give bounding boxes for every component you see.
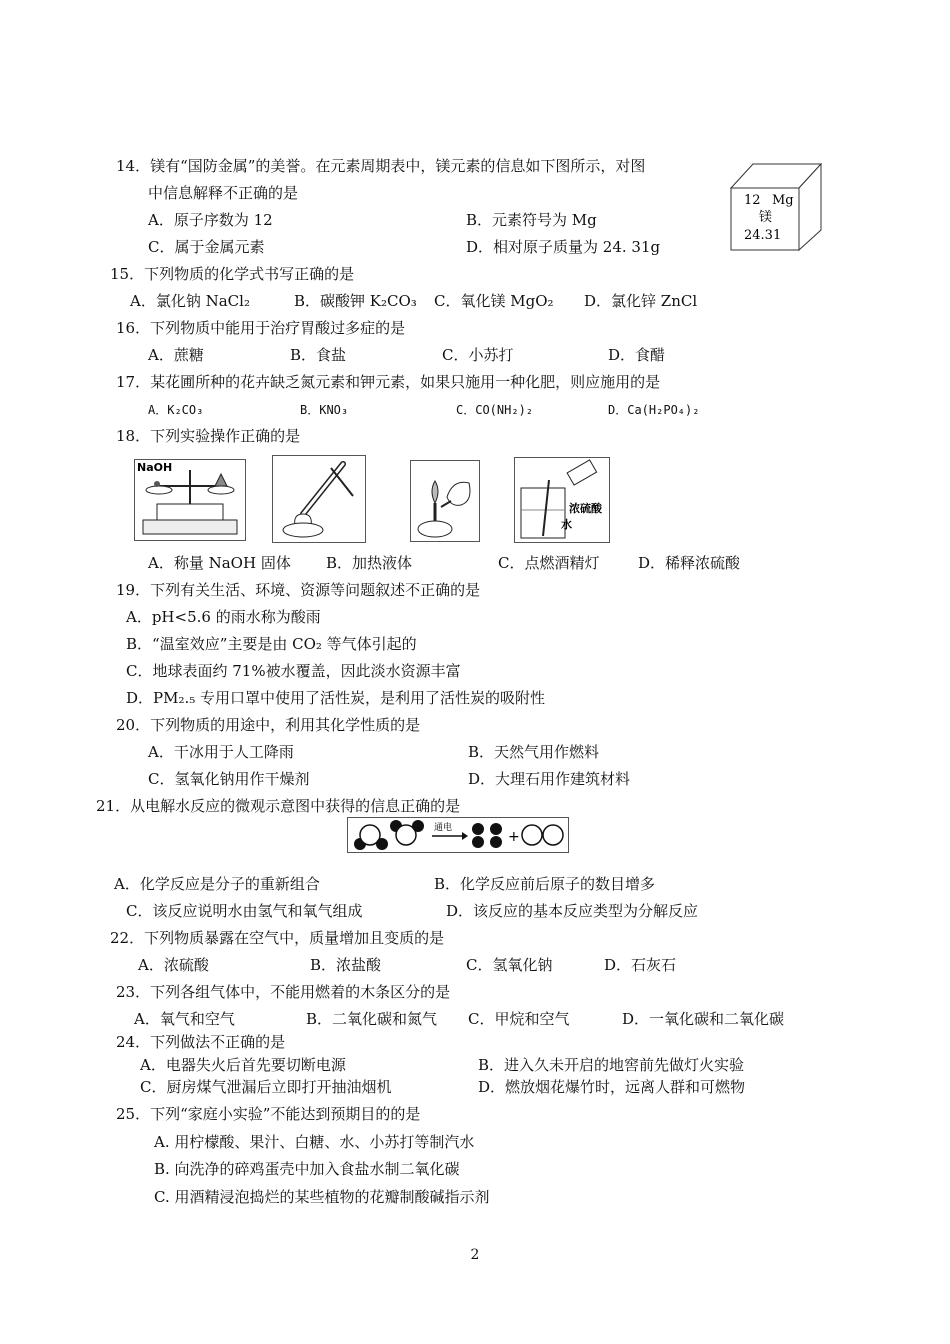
- q18-option-d: D．稀释浓硫酸: [638, 554, 741, 572]
- q20-option-c: C．氢氧化钠用作干燥剂: [148, 770, 310, 788]
- q21-stem: 21．从电解水反应的微观示意图中获得的信息正确的是: [96, 797, 461, 815]
- figure-weighing-naoh: [134, 459, 246, 541]
- q25-option-c: C. 用酒精浸泡捣烂的某些植物的花瓣制酸碱指示剂: [154, 1188, 490, 1206]
- q24-option-b: B．进入久未开启的地窖前先做灯火实验: [478, 1056, 745, 1074]
- q17-option-d: D．Ca(H₂PO₄)₂: [608, 403, 700, 417]
- page-number: 2: [470, 1247, 480, 1263]
- q25-option-a: A. 用柠檬酸、果汁、白糖、水、小苏打等制汽水: [154, 1133, 475, 1151]
- cell-symbol: Mg: [772, 193, 794, 208]
- q15-option-c: C．氧化镁 MgO₂: [434, 292, 554, 310]
- q24-option-a: A．电器失火后首先要切断电源: [140, 1056, 346, 1074]
- q23-option-d: D．一氧化碳和二氧化碳: [622, 1010, 785, 1028]
- cell-name: 镁: [759, 210, 773, 225]
- q22-option-b: B．浓盐酸: [310, 956, 382, 974]
- q25-stem: 25．下列“家庭小实验”不能达到预期目的的是: [116, 1105, 421, 1123]
- electrolysis-label: 通电: [434, 823, 453, 833]
- q24-option-c: C．厨房煤气泄漏后立即打开抽油烟机: [140, 1078, 392, 1096]
- q20-option-b: B．天然气用作燃料: [468, 743, 600, 761]
- q21-option-a: A．化学反应是分子的重新组合: [114, 875, 320, 893]
- q19-stem: 19．下列有关生活、环境、资源等问题叙述不正确的是: [116, 581, 481, 599]
- q17-option-b: B．KNO₃: [300, 403, 349, 417]
- q14-stem-line1: 14．镁有“国防金属”的美誉。在元素周期表中，镁元素的信息如下图所示，对图: [116, 157, 646, 175]
- q14-option-b: B．元素符号为 Mg: [466, 211, 597, 229]
- q21-option-d: D．该反应的基本反应类型为分解反应: [446, 902, 699, 920]
- q25-option-b: B. 向洗净的碎鸡蛋壳中加入食盐水制二氧化碳: [154, 1160, 460, 1178]
- q16-option-a: A．蔗糖: [148, 346, 204, 364]
- water-label: 水: [561, 518, 572, 531]
- q22-option-c: C．氢氧化钠: [466, 956, 553, 974]
- q19-option-a: A．pH<5.6 的雨水称为酸雨: [126, 608, 321, 626]
- q23-option-c: C．甲烷和空气: [468, 1010, 570, 1028]
- q14-stem-line2: 中信息解释不正确的是: [148, 184, 299, 202]
- q21-option-c: C．该反应说明水由氢气和氧气组成: [126, 902, 363, 920]
- figure-heating-liquid: [272, 455, 366, 543]
- figure-electrolysis-micro: [347, 817, 569, 853]
- q19-option-d: D．PM₂.₅ 专用口罩中使用了活性炭，是利用了活性炭的吸附性: [126, 689, 546, 707]
- q15-option-b: B．碳酸钾 K₂CO₃: [294, 292, 417, 310]
- q19-option-c: C．地球表面约 71%被水覆盖，因此淡水资源丰富: [126, 662, 461, 680]
- q22-stem: 22．下列物质暴露在空气中，质量增加且变质的是: [110, 929, 445, 947]
- q16-stem: 16．下列物质中能用于治疗胃酸过多症的是: [116, 319, 406, 337]
- q22-option-d: D．石灰石: [604, 956, 677, 974]
- q17-stem: 17．某花圃所种的花卉缺乏氮元素和钾元素，如果只施用一种化肥，则应施用的是: [116, 373, 661, 391]
- q23-option-b: B．二氧化碳和氮气: [306, 1010, 438, 1028]
- figure-lighting-lamp: [410, 460, 480, 542]
- q18-option-b: B．加热液体: [326, 554, 413, 572]
- q24-option-d: D．燃放烟花爆竹时，远离人群和可燃物: [478, 1078, 746, 1096]
- q23-option-a: A．氧气和空气: [134, 1010, 235, 1028]
- acid-label: 浓硫酸: [569, 502, 602, 515]
- q18-option-c: C．点燃酒精灯: [498, 554, 600, 572]
- q14-option-d: D．相对原子质量为 24. 31g: [466, 238, 661, 256]
- magnesium-element-cell: [728, 158, 824, 252]
- q20-stem: 20．下列物质的用途中，利用其化学性质的是: [116, 716, 421, 734]
- q16-option-b: B．食盐: [290, 346, 347, 364]
- figure-diluting-acid: [514, 457, 610, 543]
- q21-option-b: B．化学反应前后原子的数目增多: [434, 875, 656, 893]
- q20-option-a: A．干冰用于人工降雨: [148, 743, 294, 761]
- q15-option-d: D．氯化锌 ZnCl: [584, 292, 698, 310]
- q22-option-a: A．浓硫酸: [138, 956, 209, 974]
- q15-option-a: A．氯化钠 NaCl₂: [130, 292, 250, 310]
- q16-option-d: D．食醋: [608, 346, 666, 364]
- q17-option-c: C．CO(NH₂)₂: [456, 403, 534, 417]
- q14-option-c: C．属于金属元素: [148, 238, 265, 256]
- q14-option-a: A．原子序数为 12: [148, 211, 273, 229]
- q17-option-a: A．K₂CO₃: [148, 403, 204, 417]
- plus-sign: +: [508, 829, 520, 845]
- naoh-label: NaOH: [137, 461, 173, 474]
- q15-stem: 15．下列物质的化学式书写正确的是: [110, 265, 355, 283]
- q24-stem: 24．下列做法不正确的是: [116, 1033, 286, 1051]
- q23-stem: 23．下列各组气体中，不能用燃着的木条区分的是: [116, 983, 451, 1001]
- q16-option-c: C．小苏打: [442, 346, 514, 364]
- q18-stem: 18．下列实验操作正确的是: [116, 427, 301, 445]
- q20-option-d: D．大理石用作建筑材料: [468, 770, 631, 788]
- cell-atomic-number: 12: [744, 193, 761, 208]
- q18-option-a: A．称量 NaOH 固体: [148, 554, 291, 572]
- q19-option-b: B．“温室效应”主要是由 CO₂ 等气体引起的: [126, 635, 417, 653]
- cell-mass: 24.31: [744, 228, 782, 243]
